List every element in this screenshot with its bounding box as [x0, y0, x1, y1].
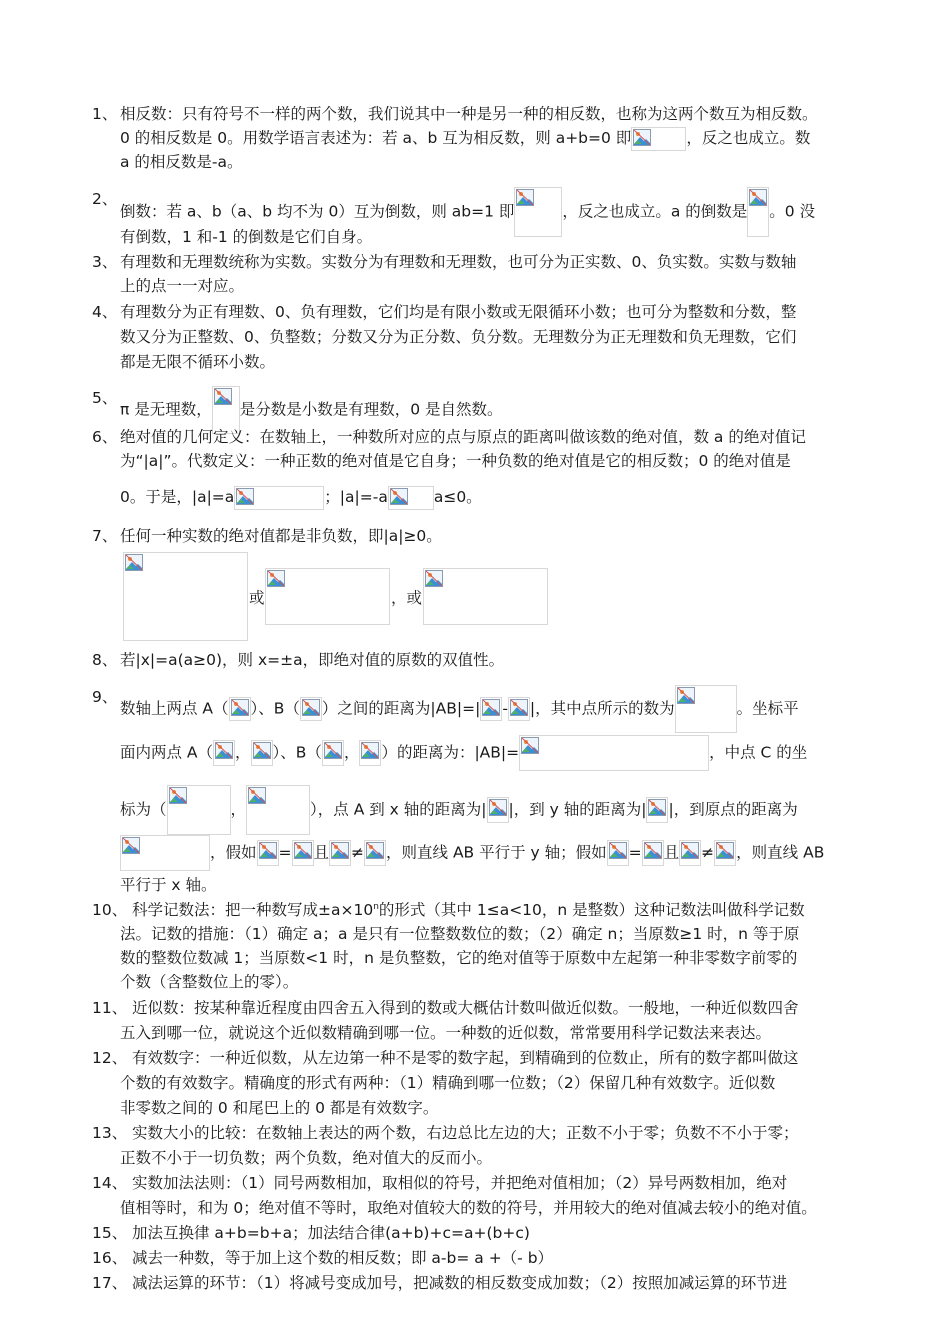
formula-image	[487, 797, 509, 823]
broken-image-icon	[236, 488, 254, 505]
formula-image	[322, 740, 344, 766]
text-line: 加法互换律 a+b=b+a；加法结合律(a+b)+c=a+(b+c)	[132, 1224, 530, 1242]
text-line: 有理数和无理数统称为实数。实数分为有理数和无理数，也可分为正实数、0、负实数。实数与数轴	[120, 253, 797, 271]
formula-image	[300, 697, 322, 721]
text-run: ，则直线 AB 平行于 y 轴；假如	[386, 843, 607, 862]
broken-image-icon	[267, 570, 285, 587]
text-run: ≠	[701, 843, 715, 862]
text-line	[120, 735, 808, 762]
formula-image	[631, 127, 686, 151]
text-line	[132, 898, 805, 922]
formula-image	[679, 840, 701, 866]
formula-image	[229, 697, 251, 721]
text-line: 数又分为正整数、0、负整数；分数又分为正分数、负分数。无理数分为正无理数和负无理数，它们	[120, 328, 797, 346]
text-run: 的形式（其中 1≤a<10，n 是整数）这种记数法叫做科学记数	[378, 901, 805, 919]
formula-image	[388, 486, 434, 510]
formula-image	[642, 840, 664, 866]
formula-image	[246, 785, 310, 835]
text-run: ）、B（	[272, 743, 322, 762]
item-number: 10、	[92, 901, 128, 919]
text-run: 或	[249, 589, 265, 607]
text-run: 且	[663, 843, 680, 862]
text-run: |，到原点的距离为	[668, 800, 798, 819]
broken-image-icon	[125, 554, 143, 571]
formula-image	[714, 840, 736, 866]
text-run: 倒数：若 a、b（a、b 均不为 0）互为倒数，则 ab=1 即	[120, 202, 515, 221]
item-number: 16、	[92, 1249, 128, 1267]
broken-image-icon	[390, 488, 408, 505]
broken-image-icon	[231, 699, 249, 716]
broken-image-icon	[489, 799, 507, 816]
item-number: 5、	[92, 389, 118, 407]
superscript: n	[373, 901, 379, 912]
formula-image	[514, 187, 562, 237]
text-run: ，或	[391, 589, 423, 607]
formula-image	[480, 697, 502, 721]
text-run: ，	[343, 743, 360, 762]
formula-image	[675, 685, 737, 733]
text-line	[120, 187, 816, 221]
formula-image	[213, 740, 235, 766]
item-number: 15、	[92, 1224, 128, 1242]
text-run: |，到 y 轴的距离为|	[508, 800, 647, 819]
text-line	[120, 386, 503, 419]
formula-image	[123, 552, 248, 641]
item-number: 9、	[92, 688, 118, 706]
text-run: π 是无理数，	[120, 400, 212, 419]
item-number: 13、	[92, 1124, 128, 1142]
text-run: 0 的相反数是 0。用数学语言表述为：若 a、b 互为相反数，则 a+b=0 即	[120, 129, 632, 147]
formula-image	[329, 840, 351, 866]
text-run: 数轴上两点 A（	[120, 699, 229, 718]
text-run: 。0 没	[769, 202, 816, 221]
item-number: 17、	[92, 1274, 128, 1292]
text-run: -	[502, 699, 508, 718]
item-number: 11、	[92, 999, 128, 1017]
broken-image-icon	[482, 699, 500, 716]
formula-image	[646, 797, 668, 823]
formula-image	[234, 486, 324, 510]
text-line: 有理数分为正有理数、0、负有理数，它们均是有限小数或无限循环小数；也可分为整数和分数，整	[120, 303, 797, 321]
text-line: 个数（含整数位上的零）。	[120, 973, 299, 991]
formula-image	[508, 697, 530, 721]
text-line: 正数不小于一切负数；两个负数，绝对值大的反而小。	[120, 1149, 493, 1167]
broken-image-icon	[749, 189, 767, 206]
item-number: 7、	[92, 527, 118, 545]
broken-image-icon	[716, 842, 734, 859]
broken-image-icon	[324, 742, 342, 759]
broken-image-icon	[302, 699, 320, 716]
formula-image	[519, 735, 709, 771]
item-number: 12、	[92, 1049, 128, 1067]
text-line: 五入到哪一位，就说这个近似数精确到哪一位。一种数的近似数，常常要用科学记数法来表达。	[120, 1024, 772, 1042]
text-run: ，反之也成立。数	[686, 129, 811, 147]
formula-image	[251, 740, 273, 766]
broken-image-icon	[609, 842, 627, 859]
item-number: 4、	[92, 303, 118, 321]
formula-image	[607, 840, 629, 866]
text-line: 有倒数，1 和-1 的倒数是它们自身。	[120, 228, 373, 246]
text-run: |，其中点所示的数为	[529, 699, 675, 718]
text-run: 0。于是，|a|=a	[120, 488, 235, 506]
text-run: ，中点 C 的坐	[709, 743, 808, 762]
text-run: ）之间的距离为|AB|=|	[321, 699, 481, 718]
broken-image-icon	[510, 699, 528, 716]
text-run: ，则直线 AB	[736, 843, 825, 862]
formula-image	[359, 740, 381, 766]
broken-image-icon	[633, 129, 651, 146]
item-number: 14、	[92, 1174, 128, 1192]
item-number: 6、	[92, 428, 118, 446]
text-run: ≠	[351, 843, 365, 862]
text-line: 若|x|=a(a≥0)，则 x=±a，即绝对值的原数的双值性。	[120, 651, 505, 669]
formula-image	[120, 835, 210, 871]
broken-image-icon	[644, 842, 662, 859]
text-run: ，	[235, 743, 251, 762]
text-run: a≤0。	[433, 488, 482, 506]
text-run: 。坐标平	[736, 699, 799, 718]
text-run: ；|a|=-a	[324, 488, 388, 506]
text-line: a 的相反数是-a。	[120, 153, 243, 171]
item-number: 1、	[92, 105, 118, 123]
text-line: 实数加法法则：（1）同号两数相加，取相似的符号，并把绝对值相加；（2）异号两数相加，绝对	[132, 1174, 788, 1192]
formula-image	[167, 785, 231, 835]
item-number: 8、	[92, 651, 118, 669]
broken-image-icon	[122, 837, 140, 854]
text-run: =	[278, 843, 292, 862]
text-line: 绝对值的几何定义：在数轴上，一种数所对应的点与原点的距离叫做该数的绝对值，数 a 的绝对值记	[120, 428, 806, 446]
text-line	[120, 835, 825, 862]
formula-image	[257, 840, 279, 866]
text-line: 相反数：只有符号不一样的两个数，我们说其中一种是另一种的相反数，也称为这两个数互为相反数。	[120, 105, 818, 123]
formula-image	[364, 840, 386, 866]
text-run: =	[628, 843, 642, 862]
broken-image-icon	[214, 388, 232, 405]
text-run: 面内两点 A（	[120, 743, 214, 762]
text-line: 减去一种数，等于加上这个数的相反数；即 a-b= a +（- b）	[132, 1249, 554, 1267]
text-line: 个数的有效数字。精确度的形式有两种：（1）精确到哪一位数；（2）保留几种有效数字。近似数	[120, 1074, 776, 1092]
formula-image	[747, 187, 769, 237]
text-line: 有效数字：一种近似数，从左边第一种不是零的数字起，到精确到的位数止，所有的数字都叫做这	[132, 1049, 799, 1067]
text-line	[120, 685, 799, 718]
broken-image-icon	[294, 842, 312, 859]
text-run: ，反之也成立。a 的倒数是	[562, 202, 748, 221]
text-line: 上的点一一对应。	[120, 277, 245, 295]
formula-image	[292, 840, 314, 866]
broken-image-icon	[259, 842, 277, 859]
broken-image-icon	[677, 687, 695, 704]
text-run: 科学记数法：把一种数写成±a×10	[132, 901, 374, 919]
text-run: 且	[313, 843, 330, 862]
broken-image-icon	[215, 742, 233, 759]
text-run: ，	[230, 800, 247, 819]
text-run: ，假如	[210, 843, 257, 862]
formula-image	[265, 568, 390, 625]
text-run: 标为（	[120, 800, 167, 819]
text-run: ）的距离为：|AB|=	[381, 743, 520, 762]
formula-image	[423, 568, 548, 625]
broken-image-icon	[331, 842, 349, 859]
text-line: 数的整数位数减 1；当原数<1 时，n 是负整数，它的绝对值等于原数中左起第一种非零数字前零的	[120, 949, 798, 967]
text-run: ）、B（	[250, 699, 300, 718]
broken-image-icon	[253, 742, 271, 759]
text-line: 减法运算的环节：（1）将减号变成加号，把减数的相反数变成加数；（2）按照加减运算的环节进	[132, 1274, 788, 1292]
text-line: 法。记数的措施：（1）确定 a；a 是只有一位整数数位的数；（2）确定 n；当原数≥1 时，n 等于原	[120, 925, 800, 943]
text-line: 任何一种实数的绝对值都是非负数，即|a|≥0。	[120, 527, 442, 545]
text-line: 都是无限不循环小数。	[120, 353, 276, 371]
text-line	[120, 485, 482, 509]
broken-image-icon	[681, 842, 699, 859]
item-number: 2、	[92, 190, 118, 208]
text-line: 近似数：按某种靠近程度由四舍五入得到的数或大概估计数叫做近似数。一般地，一种近似数四舍	[132, 999, 799, 1017]
text-line: 为“|a|”。代数定义：一种正数的绝对值是它自身；一种负数的绝对值是它的相反数；0 的绝对值是	[120, 452, 791, 470]
formula-row	[123, 552, 563, 642]
text-line	[120, 126, 810, 150]
text-run: 是分数是小数是有理数，0 是自然数。	[239, 400, 503, 419]
text-line: 平行于 x 轴。	[120, 876, 217, 894]
broken-image-icon	[361, 742, 379, 759]
broken-image-icon	[248, 787, 266, 804]
item-number: 3、	[92, 253, 118, 271]
text-line: 值相等时，和为 0；绝对值不等时，取绝对值较大的数的符号，并用较大的绝对值减去较小的绝对值。	[120, 1199, 817, 1217]
text-line: 实数大小的比较：在数轴上表达的两个数，右边总比左边的大；正数不小于零；负数不不小于零；	[132, 1124, 799, 1142]
text-line	[120, 785, 798, 819]
broken-image-icon	[648, 799, 666, 816]
broken-image-icon	[516, 189, 534, 206]
text-line: 非零数之间的 0 和尾巴上的 0 都是有效数字。	[120, 1099, 439, 1117]
broken-image-icon	[366, 842, 384, 859]
text-run: ），点 A 到 x 轴的距离为|	[310, 800, 487, 819]
broken-image-icon	[521, 737, 539, 754]
broken-image-icon	[169, 787, 187, 804]
broken-image-icon	[425, 570, 443, 587]
